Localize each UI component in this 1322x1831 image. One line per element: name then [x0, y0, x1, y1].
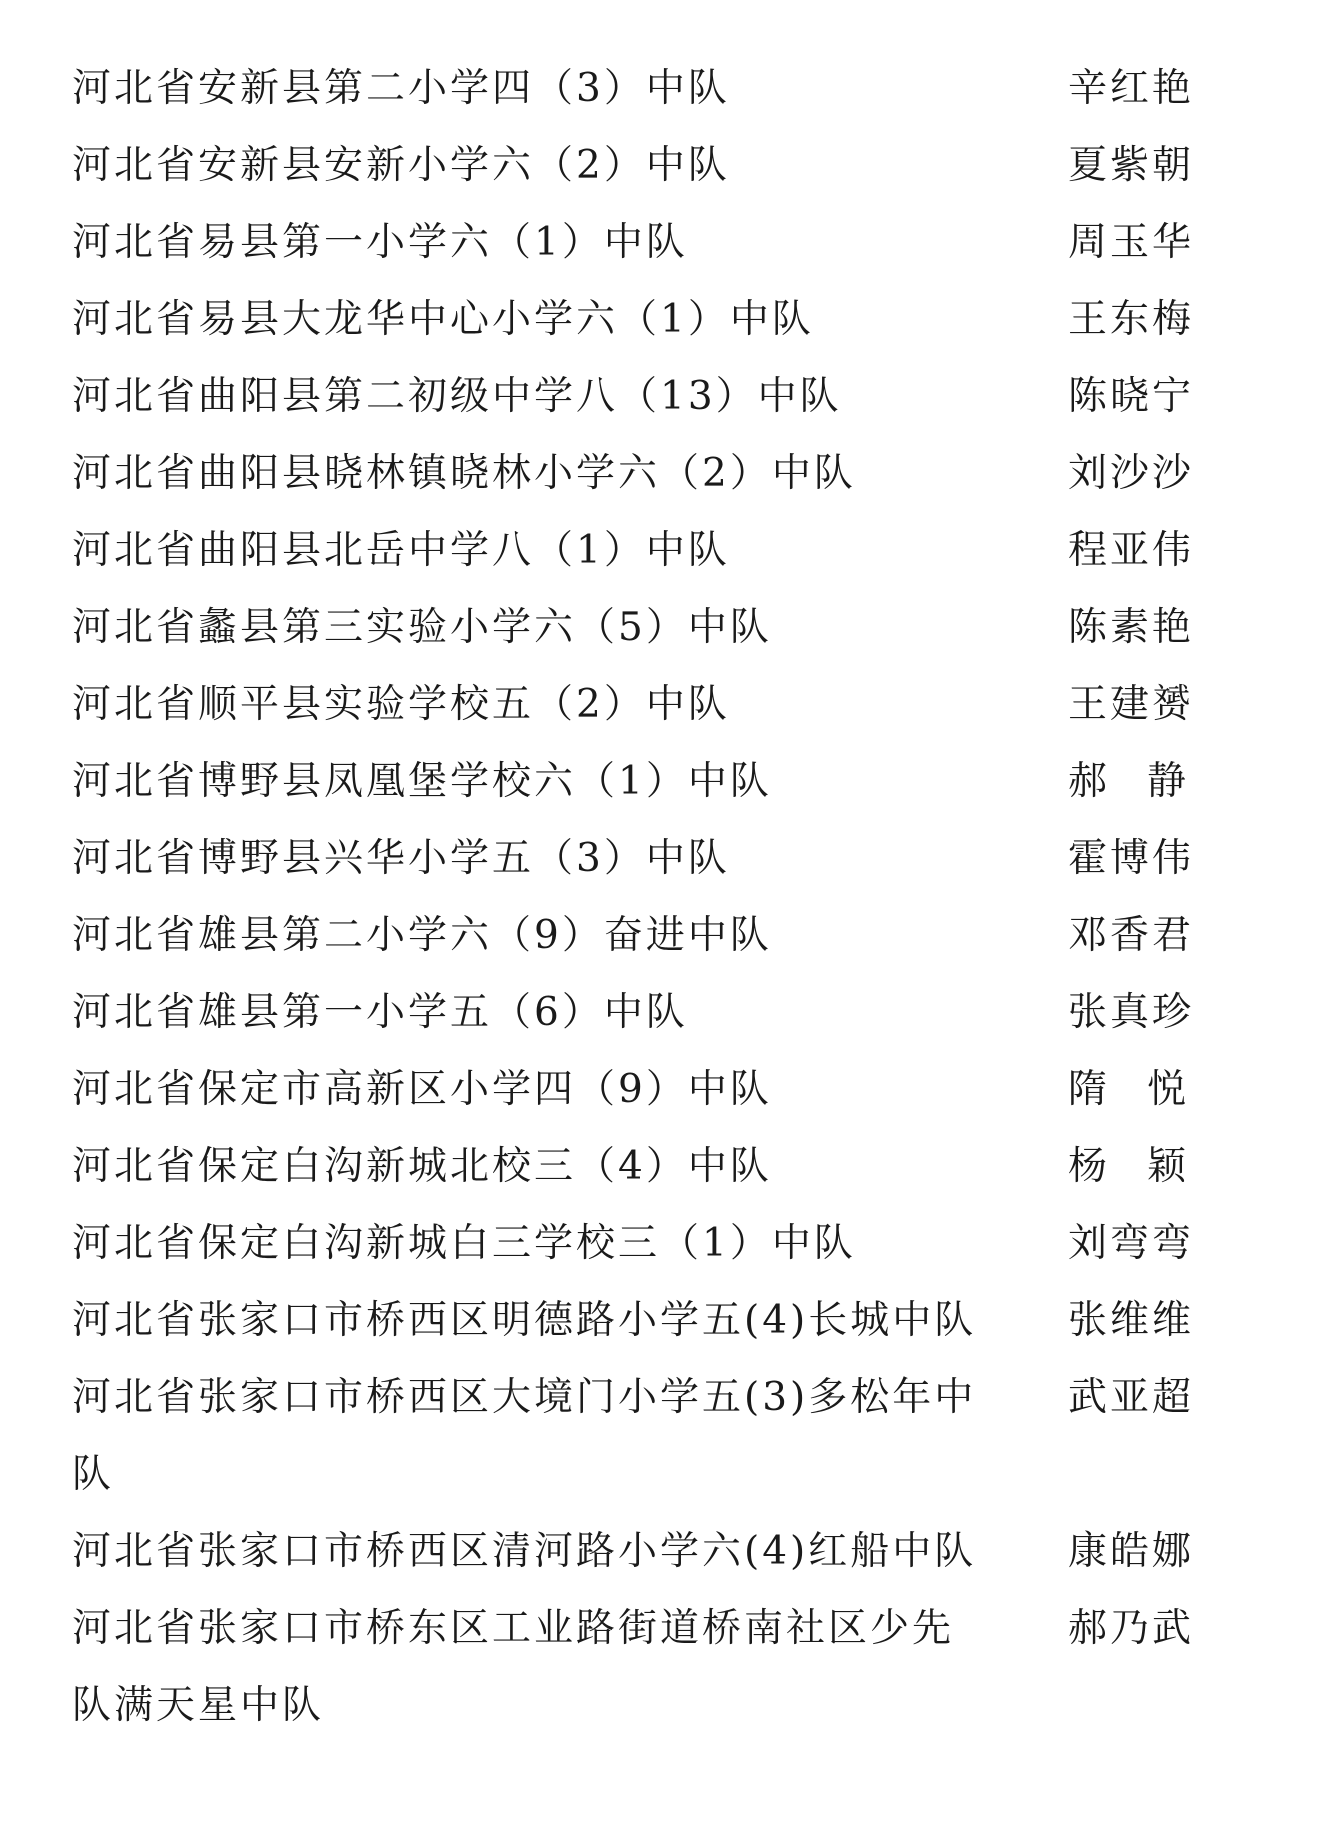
unit-name: 河北省蠡县第三实验小学六（5）中队: [72, 605, 772, 650]
person-name: 程亚伟: [1068, 528, 1195, 573]
unit-name: 河北省张家口市桥西区明德路小学五(4)长城中队: [72, 1298, 977, 1343]
unit-name: 河北省张家口市桥西区清河路小学六(4)红船中队: [72, 1529, 977, 1574]
unit-name: 河北省保定市高新区小学四（9）中队: [72, 1067, 772, 1112]
unit-name: 河北省博野县兴华小学五（3）中队: [72, 836, 730, 881]
person-name: 杨颖: [1068, 1144, 1227, 1189]
person-name: 刘沙沙: [1068, 451, 1195, 496]
unit-name: 河北省易县大龙华中心小学六（1）中队: [72, 297, 814, 342]
person-name: 武亚超: [1068, 1375, 1195, 1420]
person-name: 郝静: [1068, 759, 1227, 804]
person-name: 夏紫朝: [1068, 143, 1195, 188]
person-name: 霍博伟: [1068, 836, 1195, 881]
person-name: 刘弯弯: [1068, 1221, 1195, 1266]
person-name: 王建赟: [1068, 682, 1195, 727]
person-name: 辛红艳: [1068, 66, 1195, 111]
person-name: 张维维: [1068, 1298, 1195, 1343]
unit-name: 河北省张家口市桥东区工业路街道桥南社区少先队满天星中队: [72, 1606, 955, 1728]
unit-name: 河北省安新县第二小学四（3）中队: [72, 66, 730, 111]
unit-name: 河北省博野县凤凰堡学校六（1）中队: [72, 759, 772, 804]
unit-name: 河北省易县第一小学六（1）中队: [72, 220, 688, 265]
unit-name: 河北省雄县第一小学五（6）中队: [72, 990, 688, 1035]
unit-name: 河北省曲阳县晓林镇晓林小学六（2）中队: [72, 451, 856, 496]
person-name: 邓香君: [1068, 913, 1195, 958]
person-name: 隋悦: [1068, 1067, 1227, 1112]
unit-name: 河北省安新县安新小学六（2）中队: [72, 143, 730, 188]
unit-name: 河北省张家口市桥西区大境门小学五(3)多松年中队: [72, 1375, 977, 1497]
person-name: 周玉华: [1068, 220, 1195, 265]
unit-name: 河北省曲阳县北岳中学八（1）中队: [72, 528, 730, 573]
person-name: 陈晓宁: [1068, 374, 1195, 419]
person-name: 陈素艳: [1068, 605, 1195, 650]
unit-name: 河北省曲阳县第二初级中学八（13）中队: [72, 374, 842, 419]
person-name: 康皓娜: [1068, 1529, 1195, 1574]
unit-name: 河北省顺平县实验学校五（2）中队: [72, 682, 730, 727]
person-name: 张真珍: [1068, 990, 1195, 1035]
person-name: 王东梅: [1068, 297, 1195, 342]
unit-name: 河北省保定白沟新城北校三（4）中队: [72, 1144, 772, 1189]
person-name: 郝乃武: [1068, 1606, 1195, 1651]
unit-name: 河北省保定白沟新城白三学校三（1）中队: [72, 1221, 856, 1266]
unit-name: 河北省雄县第二小学六（9）奋进中队: [72, 913, 772, 958]
